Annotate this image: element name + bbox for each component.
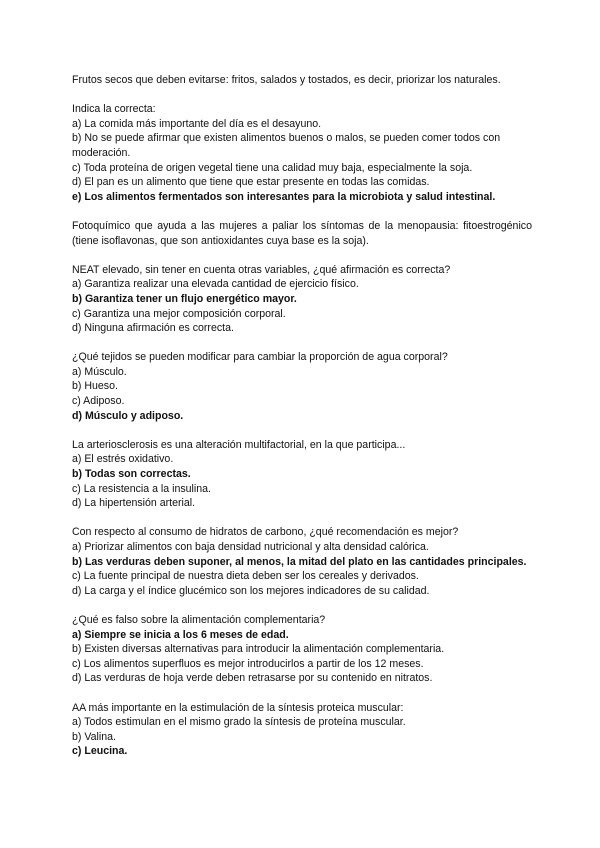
option-a: a) La comida más importante del día es el desayuno. [72, 117, 322, 130]
fitoestrogenico-note: Fotoquímico que ayuda a las mujeres a paliar los síntomas de la menopausia: fitoestrogénico (tiene isoflavonas, que son antioxidantes cuya base es la soja). [72, 219, 532, 247]
option-b: b) Valina. [72, 730, 116, 743]
option-c: c) Adiposo. [72, 395, 125, 408]
option-d: d) Las verduras de hoja verde deben retrasarse por su contenido en nitratos. [72, 672, 433, 685]
question-stem: NEAT elevado, sin tener en cuenta otras variables, ¿qué afirmación es correcta? [72, 263, 451, 276]
question-stem: ¿Qué es falso sobre la alimentación complementaria? [72, 613, 326, 626]
question-stem: La arteriosclerosis es una alteración multifactorial, en la que participa... [72, 438, 406, 451]
question-1 [72, 102, 532, 204]
option-d: d) La hipertensión arterial. [72, 497, 196, 510]
option-c: c) La fuente principal de nuestra dieta deben ser los cereales y derivados. [72, 570, 419, 583]
option-c: c) La resistencia a la insulina. [72, 482, 211, 495]
option-a: a) Garantiza realizar una elevada cantidad de ejercicio físico. [72, 278, 359, 291]
question-stem: AA más importante en la estimulación de la síntesis proteica muscular: [72, 701, 404, 714]
question-6 [72, 613, 532, 686]
option-d-correct: d) Músculo y adiposo. [72, 409, 184, 422]
option-a: a) Priorizar alimentos con baja densidad nutricional y alta densidad calórica. [72, 541, 429, 553]
option-a: a) Músculo. [72, 365, 127, 378]
document-page [72, 73, 532, 759]
option-b-correct: b) Garantiza tener un flujo energético mayor. [72, 292, 297, 305]
option-c: c) Los alimentos superfluos es mejor introducirlos a partir de los 12 meses. [72, 657, 424, 670]
option-c-correct: c) Leucina. [72, 745, 128, 758]
question-stem: Indica la correcta: [72, 103, 156, 116]
option-b: b) Existen diversas alternativas para introducir la alimentación complementaria. [72, 643, 445, 656]
option-d: d) Ninguna afirmación es correcta. [72, 322, 234, 335]
question-4 [72, 438, 532, 511]
question-3 [72, 350, 532, 423]
question-stem: ¿Qué tejidos se pueden modificar para cambiar la proporción de agua corporal? [72, 351, 448, 364]
intro-text: Frutos secos que deben evitarse: fritos, salados y tostados, es decir, priorizar los naturales. [72, 74, 501, 86]
option-c: c) Toda proteína de origen vegetal tiene una calidad muy baja, especialmente la soja. [72, 161, 473, 174]
question-7 [72, 701, 532, 759]
option-d: d) El pan es un alimento que tiene que estar presente en todas las comidas. [72, 176, 430, 189]
question-5 [72, 525, 532, 598]
question-2 [72, 263, 532, 336]
option-a: a) El estrés oxidativo. [72, 453, 174, 466]
option-b-correct: b) Las verduras deben suponer, al menos, la mitad del plato en las cantidades principales. [72, 555, 527, 568]
option-a: a) Todos estimulan en el mismo grado la síntesis de proteína muscular. [72, 716, 406, 729]
option-a-correct: a) Siempre se inicia a los 6 meses de edad. [72, 628, 289, 641]
question-stem: Con respecto al consumo de hidratos de carbono, ¿qué recomendación es mejor? [72, 526, 459, 539]
option-c: c) Garantiza una mejor composición corporal. [72, 307, 286, 320]
option-d: d) La carga y el índice glucémico son los mejores indicadores de su calidad. [72, 584, 430, 597]
option-b: b) Hueso. [72, 380, 118, 393]
option-b-correct: b) Todas son correctas. [72, 468, 191, 481]
option-e-correct: e) Los alimentos fermentados son interesantes para la microbiota y salud intestinal. [72, 190, 496, 203]
option-b: b) No se puede afirmar que existen alimentos buenos o malos, se pueden comer todos con moderación. [72, 132, 501, 159]
